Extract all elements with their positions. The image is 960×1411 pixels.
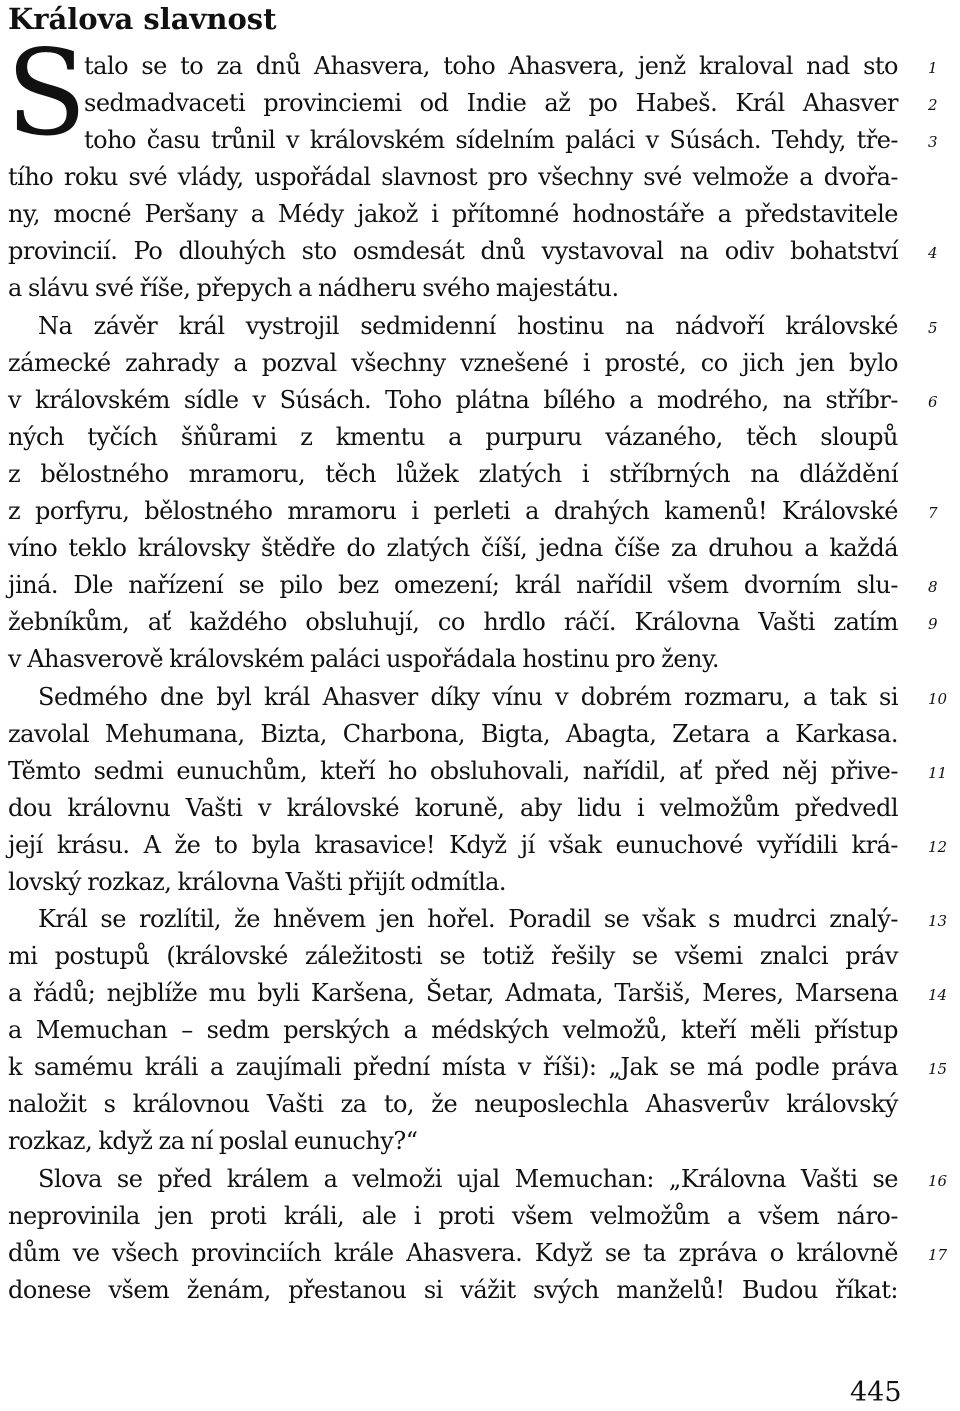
verse-number: 11 xyxy=(928,764,948,782)
text-line: Král se rozlítil, že hněvem jen hořel. Poradil se však s mudrci znalý- xyxy=(38,905,898,933)
text-line: žebníkům, ať každého obsluhují, co hrdlo ráčí. Královna Vašti zatím xyxy=(8,608,898,636)
verse-number: 15 xyxy=(928,1060,948,1078)
text-line: talo se to za dnů Ahasvera, toho Ahasvera, jenž kraloval nad sto xyxy=(84,52,898,80)
text-line: a slávu své říše, přepych a nádheru svého majestátu. xyxy=(8,274,619,302)
text-line: dům ve všech provinciích krále Ahasvera. Když se ta zpráva o královně xyxy=(8,1239,898,1267)
text-line: Sedmého dne byl král Ahasver díky vínu v dobrém rozmaru, a tak si xyxy=(38,683,898,711)
text-line: Na závěr král vystrojil sedmidenní hostinu na nádvoří královské xyxy=(38,312,898,340)
text-line: k samému králi a zaujímali přední místa v říši): „Jak se má podle práva xyxy=(8,1053,898,1081)
verse-number: 17 xyxy=(928,1246,948,1264)
verse-number: 13 xyxy=(928,912,948,930)
text-line: rozkaz, když za ní poslal eunuchy?“ xyxy=(8,1127,418,1155)
text-line: ny, mocné Peršany a Médy jakož i přítomné hodnostáře a představitele xyxy=(8,200,898,228)
text-line: lovský rozkaz, královna Vašti přijít odmítla. xyxy=(8,868,507,896)
text-line: víno teklo královsky štědře do zlatých číší, jedna číše za druhou a každá xyxy=(8,534,898,562)
text-line: sedmadvaceti provinciemi od Indie až po Habeš. Král Ahasver xyxy=(84,89,898,117)
verse-number: 12 xyxy=(928,838,948,856)
text-line: naložit s královnou Vašti za to, že neuposlechla Ahasverův královský xyxy=(8,1090,898,1118)
text-line: z porfyru, bělostného mramoru i perleti a drahých kamenů! Královské xyxy=(8,497,898,525)
text-line: zámecké zahrady a pozval všechny vznešené i prosté, co jich jen bylo xyxy=(8,349,898,377)
verse-number: 6 xyxy=(928,393,938,411)
text-line: Těmto sedmi eunuchům, kteří ho obsluhovali, nařídil, ať před něj přive- xyxy=(8,757,898,785)
text-line: dou královnu Vašti v královské koruně, aby lidu i velmožům předvedl xyxy=(8,794,898,822)
verse-number: 8 xyxy=(928,578,938,596)
text-line: z bělostného mramoru, těch lůžek zlatých i stříbrných na dláždění xyxy=(8,460,898,488)
verse-number: 16 xyxy=(928,1172,948,1190)
verse-number: 7 xyxy=(928,504,938,522)
page-number: 445 xyxy=(850,1377,902,1408)
text-line: jiná. Dle nařízení se pilo bez omezení; král nařídil všem dvorním slu- xyxy=(8,571,898,599)
text-line: tího roku své vlády, uspořádal slavnost pro všechny své velmože a dvořa- xyxy=(8,163,898,191)
text-line: donese všem ženám, přestanou si vážit svých manželů! Budou říkat: xyxy=(8,1276,898,1304)
verse-number: 1 xyxy=(928,59,938,77)
verse-number: 9 xyxy=(928,615,938,633)
verse-number: 14 xyxy=(928,986,948,1004)
verse-number: 4 xyxy=(928,244,938,262)
drop-cap: S xyxy=(6,24,87,162)
verse-number: 5 xyxy=(928,319,938,337)
text-line: provincií. Po dlouhých sto osmdesát dnů vystavoval na odiv bohatství xyxy=(8,237,898,265)
text-line: v Ahasverově královském paláci uspořádala hostinu pro ženy. xyxy=(8,645,719,673)
text-line: neprovinila jen proti králi, ale i proti všem velmožům a všem náro- xyxy=(8,1202,898,1230)
text-line: a řádů; nejblíže mu byli Karšena, Šetar, Admata, Taršiš, Meres, Marsena xyxy=(8,979,898,1007)
text-line: ných tyčích šňůrami z kmentu a purpuru vázaného, těch sloupů xyxy=(8,423,898,451)
text-line: v královském sídle v Súsách. Toho plátna bílého a modrého, na stříbr- xyxy=(8,386,898,414)
verse-number: 3 xyxy=(928,133,938,151)
verse-number: 2 xyxy=(928,96,938,114)
chapter-heading: Králova slavnost xyxy=(8,2,277,36)
text-line: toho času trůnil v královském sídelním paláci v Súsách. Tehdy, tře- xyxy=(84,126,898,154)
text-line: zavolal Mehumana, Bizta, Charbona, Bigta, Abagta, Zetara a Karkasa. xyxy=(8,720,898,748)
verse-number: 10 xyxy=(928,690,948,708)
text-line: Slova se před králem a velmoži ujal Memuchan: „Královna Vašti se xyxy=(38,1165,898,1193)
text-line: její krásu. A že to byla krasavice! Když jí však eunuchové vyřídili krá- xyxy=(8,831,898,859)
text-line: mi postupů (královské záležitosti se totiž řešily se všemi znalci práv xyxy=(8,942,898,970)
text-line: a Memuchan – sedm perských a médských velmožů, kteří měli přístup xyxy=(8,1016,898,1044)
